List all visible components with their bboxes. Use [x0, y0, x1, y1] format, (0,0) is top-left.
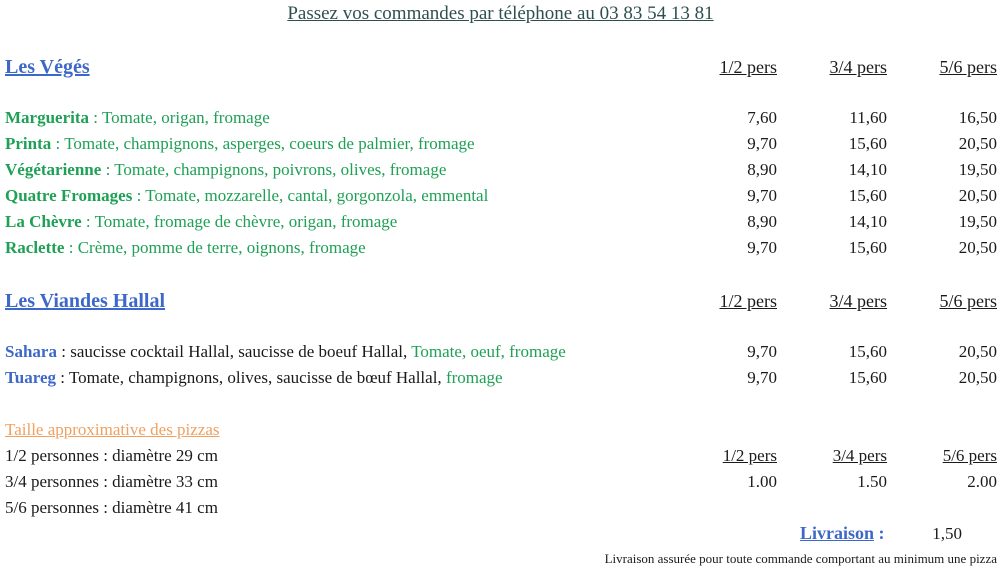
size-value: 1.50	[857, 472, 887, 491]
item-name: Végétarienne	[5, 160, 102, 179]
price-cell: 14,10	[848, 212, 887, 231]
item-desc: Tomate, oeuf, fromage	[411, 342, 566, 361]
item-name: Quatre Fromages	[5, 186, 133, 205]
item-desc: Tomate, fromage de chèvre, origan, fromage	[94, 212, 398, 231]
col-head-three-quarter: 3/4 pers	[829, 57, 887, 77]
item-desc: fromage	[445, 368, 503, 387]
menu-item-row	[5, 160, 446, 180]
item-name: Tuareg	[5, 368, 57, 387]
size-row: 3/4 personnes : diamètre 33 cm	[5, 472, 218, 491]
col-head-three-quarter: 3/4 pers	[829, 291, 887, 311]
price-cell: 7,60	[747, 108, 777, 127]
item-desc: Tomate, champignons, poivrons, olives, fromage	[114, 160, 447, 179]
delivery-label: Livraison	[800, 523, 875, 543]
item-name: Sahara	[5, 342, 57, 361]
price-cell: 20,50	[958, 186, 997, 205]
item-sep: :	[56, 342, 71, 361]
price-cell: 9,70	[747, 238, 777, 257]
price-cell: 14,10	[848, 160, 887, 179]
price-cell: 20,50	[958, 238, 997, 257]
item-sep: :	[56, 368, 69, 387]
delivery-price: 1,50	[932, 524, 962, 543]
item-sep: :	[101, 160, 115, 179]
price-cell: 11,60	[849, 108, 887, 127]
menu-item-row	[5, 368, 503, 388]
item-desc: Tomate, mozzarelle, cantal, gorgonzola, emmental	[145, 186, 489, 205]
price-cell: 9,70	[747, 368, 777, 387]
size-col-head: 5/6 pers	[942, 446, 997, 465]
price-cell: 15,60	[848, 368, 887, 387]
size-row: 5/6 personnes : diamètre 41 cm	[5, 498, 218, 517]
price-cell: 15,60	[848, 342, 887, 361]
item-name: Printa	[5, 134, 52, 153]
menu-item-row	[5, 134, 475, 154]
item-desc: Crème, pomme de terre, oignons, fromage	[77, 238, 366, 257]
item-sep: :	[132, 186, 146, 205]
item-desc-meat: Tomate, champignons, olives, saucisse de bœuf Hallal,	[68, 368, 446, 387]
item-desc: Tomate, champignons, asperges, coeurs de palmier, fromage	[64, 134, 475, 153]
col-head-half: 1/2 pers	[719, 57, 777, 77]
menu-item-row	[5, 238, 366, 258]
menu-item-row	[5, 108, 270, 128]
col-head-five-six: 5/6 pers	[939, 291, 997, 311]
size-col-head: 1/2 pers	[722, 446, 777, 465]
pizza-sizes-title: Taille approximative des pizzas	[5, 420, 220, 439]
size-value: 2.00	[967, 472, 997, 491]
item-name: La Chèvre	[5, 212, 82, 231]
phone-order-header: Passez vos commandes par téléphone au 03 83 54 13 81	[287, 3, 714, 24]
col-head-five-six: 5/6 pers	[939, 57, 997, 77]
item-sep: :	[89, 108, 102, 127]
price-cell: 20,50	[958, 342, 997, 361]
menu-item-row	[5, 186, 488, 206]
price-cell: 16,50	[958, 108, 997, 127]
item-sep: :	[81, 212, 95, 231]
price-cell: 9,70	[747, 186, 777, 205]
price-cell: 8,90	[747, 160, 777, 179]
item-desc: Tomate, origan, fromage	[101, 108, 270, 127]
price-cell: 8,90	[747, 212, 777, 231]
item-name: Marguerita	[5, 108, 90, 127]
item-desc-meat: saucisse cocktail Hallal, saucisse de boeuf Hallal,	[70, 342, 412, 361]
size-row: 1/2 personnes : diamètre 29 cm	[5, 446, 218, 465]
price-cell: 19,50	[958, 212, 997, 231]
item-sep: :	[51, 134, 65, 153]
menu-item-row	[5, 212, 397, 232]
price-cell: 15,60	[848, 186, 887, 205]
delivery-note: Livraison assurée pour toute commande comportant au minimum une pizza	[604, 551, 997, 566]
price-cell: 20,50	[958, 134, 997, 153]
section-title-veges: Les Végés	[5, 56, 90, 78]
price-cell: 20,50	[958, 368, 997, 387]
section-title-viandes-hallal: Les Viandes Hallal	[5, 290, 166, 312]
price-cell: 9,70	[747, 134, 777, 153]
item-name: Raclette	[5, 238, 65, 257]
price-cell: 15,60	[848, 134, 887, 153]
item-sep: :	[64, 238, 78, 257]
col-head-half: 1/2 pers	[719, 291, 777, 311]
delivery-sep: :	[874, 523, 885, 543]
price-cell: 9,70	[747, 342, 777, 361]
price-cell: 19,50	[958, 160, 997, 179]
price-cell: 15,60	[848, 238, 887, 257]
size-value: 1.00	[747, 472, 777, 491]
size-col-head: 3/4 pers	[832, 446, 887, 465]
menu-item-row	[5, 342, 566, 362]
